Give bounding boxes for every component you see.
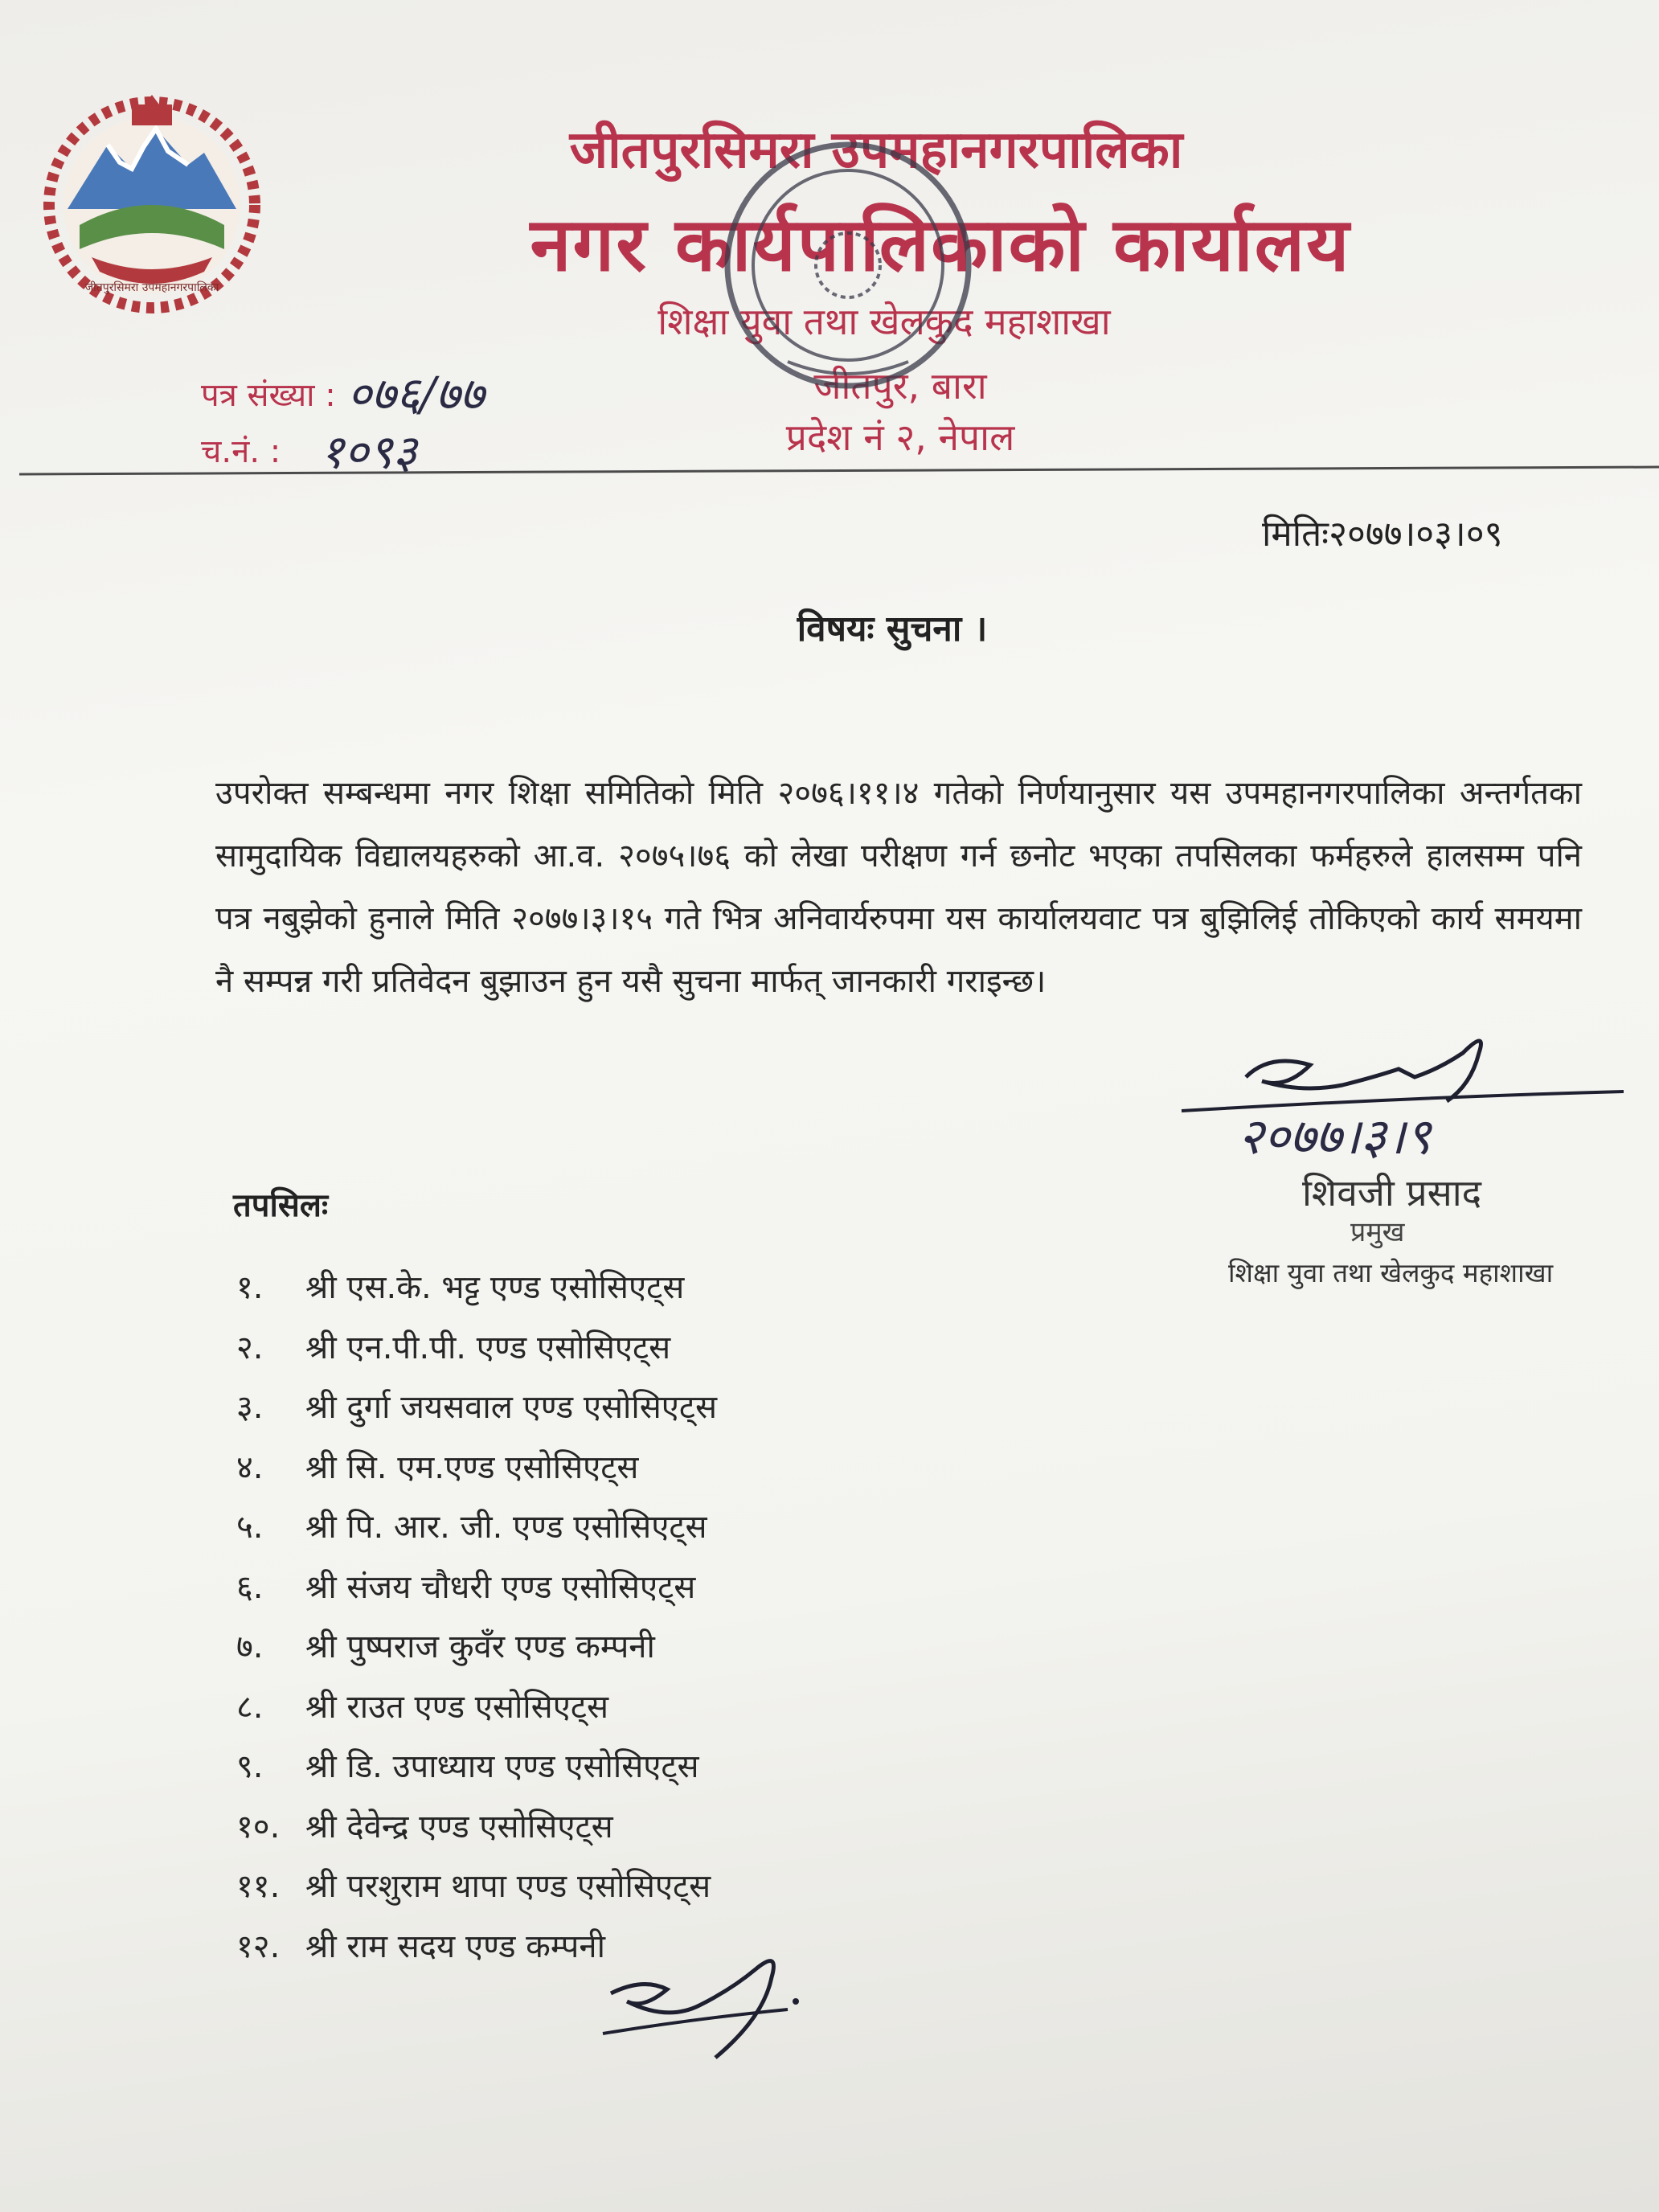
list-item-number: ९. <box>236 1748 264 1785</box>
list-item-firm-name: श्री दुर्गा जयसवाल एण्ड एसोसिएट्स <box>305 1389 718 1426</box>
letter-subject: विषयः सुचना । <box>797 608 988 649</box>
office-province: प्रदेश नं २, नेपाल <box>785 416 1015 459</box>
office-city: जीतपुर, बारा <box>813 364 987 408</box>
list-item <box>236 1444 717 1504</box>
signatory-role: प्रमुख <box>1350 1216 1405 1248</box>
letter-body: उपरोक्त सम्बन्धमा नगर शिक्षा समितिको मिति २०७६।११।४ गतेको निर्णयानुसार यस उपमहानगरपालिका अन्तर्गतका सामुदायिक विद्यालयहरुको आ.व. २०७५।७६ को लेखा परीक्षण गर्न छनोट भएका तपसिलका फर्महरुले हालसम्म पनि पत्र नबुझेको हुनाले मिति २०७७।३।१५ गते भित्र अनिवार्यरुपमा यस कार्यालयवाट पत्र बुझिलिई तोकिएको कार्य समयमा नै सम्पन्न गरी प्रतिवेदन बुझाउन हुन यसै सुचना मार्फत् जानकारी गराइन्छ। <box>215 775 1582 1000</box>
list-item-number: १. <box>236 1269 264 1306</box>
list-item-firm-name: श्री पि. आर. जी. एण्ड एसोसिएट्स <box>305 1509 707 1546</box>
office-name: नगर कार्यपालिकाको कार्यालय <box>530 202 1351 288</box>
list-item-firm-name: श्री सि. एम.एण्ड एसोसिएट्स <box>305 1448 639 1486</box>
list-item <box>236 1383 717 1444</box>
list-item <box>236 1862 717 1923</box>
signatory-name: शिवजी प्रसाद <box>1302 1171 1482 1215</box>
letter-number-label: पत्र संख्या : <box>201 377 336 414</box>
list-item <box>236 1324 717 1384</box>
municipality-name: जीतपुरसिमरा उपमहानगरपालिका <box>569 121 1183 180</box>
list-item <box>236 1563 717 1624</box>
list-item-firm-name: श्री संजय चौधरी एण्ड एसोसिएट्स <box>305 1568 696 1606</box>
list-item-firm-name: श्री परशुराम थापा एण्ड एसोसिएट्स <box>305 1868 711 1905</box>
letter-date: मितिः२०७७।०३।०९ <box>1262 514 1503 555</box>
dispatch-number-value: १०९३ <box>320 424 417 479</box>
list-item <box>236 1264 717 1324</box>
list-item <box>236 1743 717 1803</box>
office-stamp-icon <box>691 121 1005 458</box>
dispatch-number-label: च.नं. : <box>201 433 281 470</box>
list-item-firm-name: श्री एस.के. भट्ट एण्ड एसोसिएट्स <box>305 1269 685 1306</box>
list-item-firm-name: श्री राम सदय एण्ड कम्पनी <box>305 1927 605 1965</box>
annex-title: तपसिलः <box>233 1187 329 1224</box>
list-item-firm-name: श्री पुष्पराज कुवँर एण्ड कम्पनी <box>305 1628 655 1665</box>
emblem-caption: जीतपुरसिमरा उपमहानगरपालिका <box>84 281 219 294</box>
list-item-number: २. <box>236 1329 264 1366</box>
list-item <box>236 1503 717 1563</box>
signature-date: २०७७।३।९ <box>1238 1107 1432 1165</box>
list-item-number: ४. <box>236 1448 264 1486</box>
list-item-firm-name: श्री एन.पी.पी. एण्ड एसोसिएट्स <box>305 1329 671 1366</box>
nepal-emblem-icon <box>35 88 268 322</box>
list-item-number: १२. <box>236 1927 281 1965</box>
list-item-number: १०. <box>236 1808 281 1845</box>
list-item <box>236 1623 717 1683</box>
signatory-department: शिक्षा युवा तथा खेलकुद महाशाखा <box>1228 1257 1554 1288</box>
list-item-number: ६. <box>236 1568 264 1606</box>
list-item-number: ५. <box>236 1509 264 1546</box>
list-item-number: ७. <box>236 1628 264 1665</box>
list-item <box>236 1683 717 1743</box>
firm-list <box>236 1264 717 1982</box>
list-item <box>236 1803 717 1863</box>
list-item-number: ३. <box>236 1389 264 1426</box>
list-item-firm-name: श्री राउत एण्ड एसोसिएट्स <box>305 1688 609 1726</box>
list-item-number: ८. <box>236 1688 264 1726</box>
initial-signature-graphic <box>595 1945 812 2066</box>
division-name: शिक्षा युवा तथा खेलकुद महाशाखा <box>657 300 1111 343</box>
list-item-number: ११. <box>236 1868 281 1905</box>
list-item-firm-name: श्री देवेन्द्र एण्ड एसोसिएट्स <box>305 1808 613 1845</box>
list-item-firm-name: श्री डि. उपाध्याय एण्ड एसोसिएट्स <box>305 1748 699 1785</box>
letter-number-value: ०७६/७७ <box>347 367 485 421</box>
